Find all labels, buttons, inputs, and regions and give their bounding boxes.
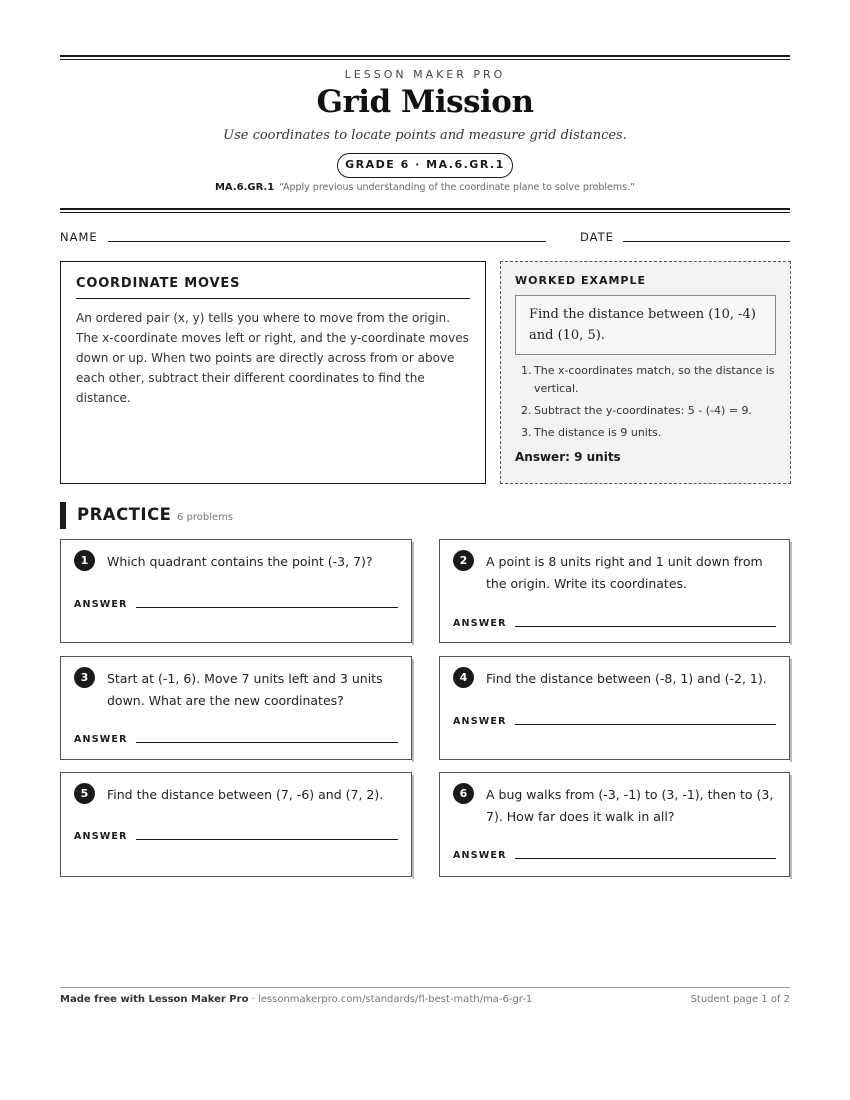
worked-example-problem: Find the distance between (10, -4) and (10, 5). <box>515 295 776 355</box>
page-subtitle: Use coordinates to locate points and measure grid distances. <box>223 128 627 143</box>
problem-card-6 <box>439 772 790 877</box>
worked-example-panel <box>500 261 791 484</box>
problem-number-badge: 6 <box>453 783 474 804</box>
worked-example-step: 2. Subtract the y-coordinates: 5 - (-4) = 9. <box>521 404 753 417</box>
header-top-rule <box>60 55 790 60</box>
worked-example-title: WORKED EXAMPLE <box>515 274 646 287</box>
answer-row <box>74 734 398 745</box>
date-label: DATE <box>580 230 614 244</box>
problem-card-1 <box>60 539 412 643</box>
answer-field[interactable] <box>515 858 776 859</box>
problem-text: A bug walks from (-3, -1) to (3, -1), then to (3, 7). How far does it walk in all? <box>486 787 774 824</box>
footer-url-link[interactable]: · lessonmakerpro.com/standards/fl-best-math/ma-6-gr-1 <box>248 994 533 1005</box>
answer-field[interactable] <box>515 626 776 627</box>
footer-rule <box>60 987 790 988</box>
answer-label: ANSWER <box>74 599 128 610</box>
coordinate-moves-title: COORDINATE MOVES <box>76 276 470 299</box>
name-label: NAME <box>60 230 98 244</box>
answer-field[interactable] <box>515 724 776 725</box>
practice-title: PRACTICE <box>77 505 172 524</box>
footer-made-with: Made free with Lesson Maker Pro <box>60 994 249 1005</box>
problem-text: Find the distance between (-8, 1) and (-2, 1). <box>486 671 767 686</box>
practice-count: 6 problems <box>177 512 234 523</box>
answer-field[interactable] <box>136 839 398 840</box>
standard-description <box>60 182 790 193</box>
answer-label: ANSWER <box>74 734 128 745</box>
grade-badge: GRADE 6 · MA.6.GR.1 <box>337 153 513 178</box>
standard-code: MA.6.GR.1 <box>214 182 275 193</box>
answer-row <box>453 716 776 727</box>
worked-example-steps <box>515 362 776 442</box>
answer-label: ANSWER <box>453 618 507 629</box>
problem-number-badge: 2 <box>453 550 474 571</box>
name-field[interactable] <box>108 241 546 242</box>
answer-row <box>453 850 776 861</box>
problem-number-badge: 1 <box>74 550 95 571</box>
answer-row <box>453 618 776 629</box>
answer-field[interactable] <box>136 607 398 608</box>
problem-card-3 <box>60 656 412 760</box>
problem-text: Find the distance between (7, -6) and (7, 2). <box>107 787 384 802</box>
coordinate-moves-panel <box>60 261 486 484</box>
answer-row <box>74 599 398 610</box>
page-title: Grid Mission <box>316 84 534 120</box>
worked-example-step: 1. The x-coordinates match, so the distance is vertical. <box>521 364 775 395</box>
worked-example-answer: Answer: 9 units <box>515 450 621 464</box>
problem-card-5 <box>60 772 412 877</box>
footer-page-number: Student page 1 of 2 <box>690 994 790 1005</box>
problem-text: Which quadrant contains the point (-3, 7)? <box>107 554 373 569</box>
answer-label: ANSWER <box>453 850 507 861</box>
answer-label: ANSWER <box>74 831 128 842</box>
answer-row <box>74 831 398 842</box>
problem-card-4 <box>439 656 790 760</box>
problem-text: A point is 8 units right and 1 unit down from the origin. Write its coordinates. <box>486 554 763 591</box>
standard-text: “Apply previous understanding of the coordinate plane to solve problems.” <box>279 182 636 193</box>
problem-number-badge: 5 <box>74 783 95 804</box>
coordinate-moves-text: An ordered pair (x, y) tells you where to move from the origin. The x-coordinate moves left or right, and the y-coordinate moves down or up. When two points are directly across from or above each other, subtract their different coordinates to find the distance. <box>76 311 469 405</box>
footer-credit <box>60 994 532 1005</box>
date-field[interactable] <box>623 241 790 242</box>
worked-example-step: 3. The distance is 9 units. <box>521 426 662 439</box>
problem-number-badge: 3 <box>74 667 95 688</box>
problem-number-badge: 4 <box>453 667 474 688</box>
answer-label: ANSWER <box>453 716 507 727</box>
answer-field[interactable] <box>136 742 398 743</box>
problem-text: Start at (-1, 6). Move 7 units left and 3 units down. What are the new coordinates? <box>107 671 383 708</box>
brand-label: LESSON MAKER PRO <box>344 68 506 81</box>
problem-card-2 <box>439 539 790 643</box>
header-bottom-rule <box>60 208 790 213</box>
practice-accent-bar <box>60 502 66 529</box>
